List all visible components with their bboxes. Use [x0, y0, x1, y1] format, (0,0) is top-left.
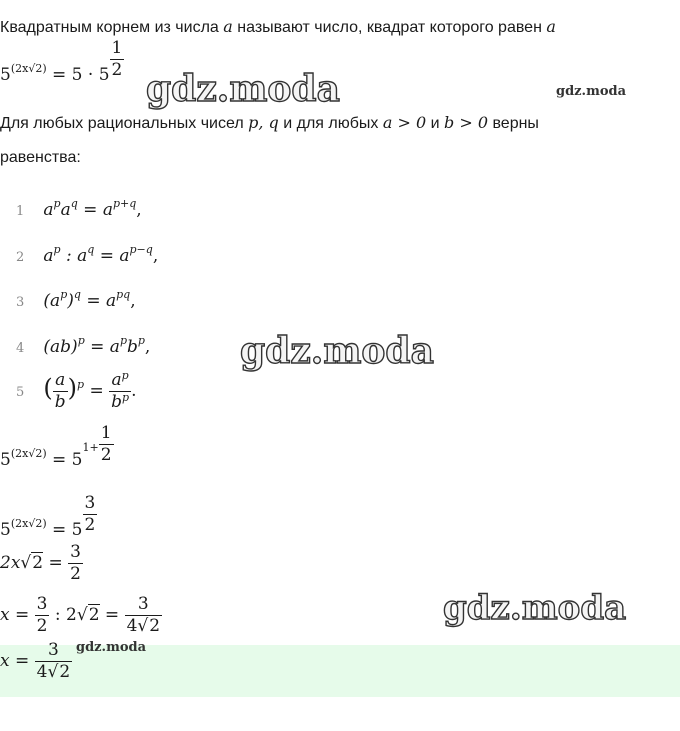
rules-intro-end: равенства: [0, 149, 81, 166]
term: = a [84, 337, 120, 357]
vars: p, q [248, 113, 279, 132]
sup: p [53, 243, 61, 256]
watermark-small: gdz.moda [556, 84, 627, 99]
denominator: 2 [70, 564, 81, 584]
term: (ab) [43, 337, 78, 357]
denominator: 4 [36, 662, 48, 682]
sqrt-sign: √ [137, 616, 149, 636]
exponent-prefix: 1+ [82, 441, 99, 454]
denominator: 4 [126, 616, 138, 636]
fraction [99, 425, 114, 464]
rule-number: 1 [16, 204, 25, 219]
sup: p [122, 391, 130, 404]
denominator: 2 [111, 60, 123, 80]
numerator: a [55, 370, 66, 390]
sqrt-sign: √ [20, 553, 32, 573]
term: (a [43, 291, 61, 311]
rhs: = 5 · 5 [52, 65, 110, 85]
rule-3 [16, 288, 136, 311]
watermark-logo: gdz.moda [240, 330, 434, 372]
sup: q [73, 288, 81, 301]
definition-text [0, 17, 556, 37]
base: 5 [0, 450, 11, 470]
sup: q [87, 243, 95, 256]
end: , [152, 246, 159, 266]
sup: p−q [129, 243, 153, 256]
fraction [83, 495, 98, 534]
term: a [43, 200, 54, 220]
base: 5 [0, 520, 11, 540]
denominator: b [111, 392, 123, 412]
rule-number: 5 [16, 385, 25, 400]
denominator: b [54, 392, 66, 412]
fraction [68, 544, 83, 583]
sup: q [70, 197, 78, 210]
radicand: 2 [88, 605, 100, 625]
sup: p [60, 288, 68, 301]
fraction [109, 369, 131, 412]
sup: p [77, 334, 85, 347]
numerator: 3 [36, 594, 48, 614]
paren-close: ) [67, 374, 78, 402]
fraction [35, 642, 73, 681]
equals: = [48, 553, 63, 573]
equals: = [89, 381, 104, 401]
divide: : 2 [54, 605, 77, 625]
lhs: x = [0, 605, 30, 625]
term: = a [94, 246, 130, 266]
denominator: 2 [100, 445, 112, 465]
watermark-small: gdz.moda [76, 640, 147, 655]
numerator: 1 [100, 423, 112, 443]
sup: p [53, 197, 61, 210]
sqrt-sign: √ [47, 662, 59, 682]
watermark-logo: gdz.moda [146, 68, 340, 110]
rules-intro [0, 113, 539, 133]
radicand: 2 [32, 553, 44, 573]
rule-5 [16, 369, 137, 412]
numerator: 1 [111, 38, 123, 58]
fraction [125, 596, 163, 635]
lhs: x = [0, 651, 30, 671]
condition-a: a > 0 [382, 113, 427, 132]
sup: p+q [112, 197, 137, 210]
answer [0, 642, 72, 681]
paren-open: ( [43, 374, 53, 402]
rule-number: 3 [16, 295, 25, 310]
term: a [60, 200, 71, 220]
sup: p [77, 378, 85, 391]
definition-start: Квадратным корнем из числа [0, 19, 219, 36]
rule-number: 4 [16, 341, 25, 356]
sup: p [119, 334, 127, 347]
radicand: 2 [59, 662, 71, 682]
exponent: (2x√2) [10, 447, 47, 460]
equation-1 [0, 38, 124, 95]
rule-2 [16, 243, 159, 266]
intro-text: и для любых [283, 115, 379, 132]
intro-text: Для любых рациональных чисел [0, 115, 244, 132]
lhs: 2x [0, 553, 21, 573]
condition-b: b > 0 [444, 113, 489, 132]
numerator: 3 [47, 640, 59, 660]
fraction [53, 372, 68, 411]
sup: p [121, 369, 129, 382]
denominator: 2 [84, 515, 96, 535]
term: b [126, 337, 138, 357]
rule-4 [16, 334, 151, 357]
watermark-logo: gdz.moda [443, 588, 627, 628]
term: : a [60, 246, 88, 266]
var-a: a [223, 17, 233, 36]
var-a: a [546, 17, 556, 36]
numerator: 3 [70, 542, 81, 562]
equation-4 [0, 544, 83, 583]
intro-text: верны [492, 115, 539, 132]
equation-2 [0, 423, 114, 480]
fraction [35, 596, 50, 635]
equation-5 [0, 596, 162, 635]
term: a [43, 246, 54, 266]
exponent: (2x√2) [10, 62, 47, 75]
exponent: (2x√2) [10, 517, 47, 530]
base: 5 [0, 65, 11, 85]
sqrt-sign: √ [76, 605, 88, 625]
rule-number: 2 [16, 250, 25, 265]
end: . [131, 381, 137, 401]
rhs: = 5 [52, 520, 83, 540]
term: = a [80, 291, 117, 311]
denominator: 2 [36, 616, 48, 636]
sup: pq [116, 288, 131, 301]
numerator: a [111, 370, 122, 390]
and-text: и [430, 115, 440, 132]
equals: = [104, 605, 120, 625]
radicand: 2 [149, 616, 161, 636]
end: , [144, 337, 151, 357]
sup: p [137, 334, 145, 347]
numerator: 3 [84, 493, 96, 513]
end: , [130, 291, 136, 311]
fraction [110, 40, 125, 79]
numerator: 3 [137, 594, 149, 614]
end: , [136, 200, 142, 220]
definition-mid: называют число, квадрат которого равен [237, 19, 542, 36]
rule-1 [16, 197, 142, 220]
rhs: = 5 [52, 450, 83, 470]
term: ) [67, 291, 74, 311]
term: = a [77, 200, 113, 220]
